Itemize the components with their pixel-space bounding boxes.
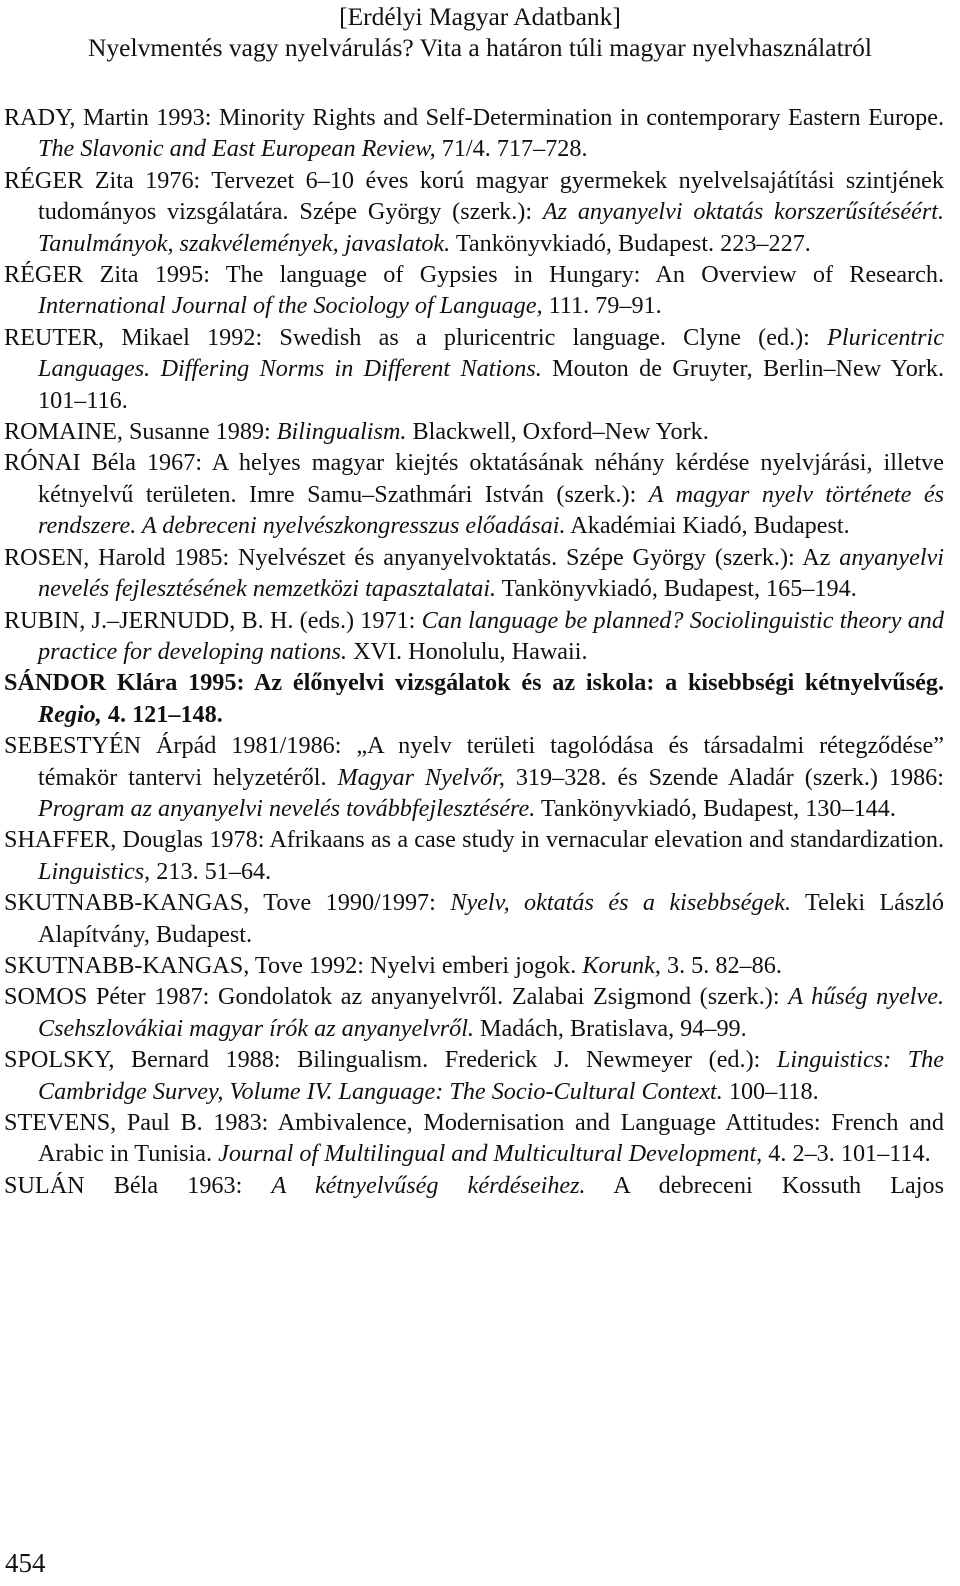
reference-entry: RÓNAI Béla 1967: A helyes magyar kiejtés oktatásának néhány kérdése nyelvjárási, illetve kétnyelvű területen. Imre Samu–Szathmári István (szerk.): A magyar nyelv története és rendszere. A debreceni nyelvészkongresszus előadásai. Akadémiai Kiadó, Budapest.	[4, 449, 944, 540]
reference-entry: ROMAINE, Susanne 1989: Bilingualism. Blackwell, Oxford–New York.	[4, 418, 709, 446]
reference-entry: SEBESTYÉN Árpád 1981/1986: „A nyelv területi tagolódása és társadalmi rétegződése” témakör tantervi helyzetéről. Magyar Nyelvőr, 319–328. és Szende Aladár (szerk.) 1986: Program az anyanyelvi nevelés továbbfejlesztésére. Tankönyvkiadó, Budapest, 130–144.	[4, 732, 944, 822]
document-title: Nyelvmentés vagy nyelvárulás? Vita a határon túli magyar nyelvhasználatról	[88, 33, 872, 62]
reference-entry: RÉGER Zita 1976: Tervezet 6–10 éves korú magyar gyermekek nyelvelsajátítási szintjének tudományos vizsgálatára. Szépe György (szerk.): Az anyanyelvi oktatás korszerűsítéséért. Tanulmányok, szakvélemények, javaslatok. Tankönyvkiadó, Budapest. 223–227.	[4, 166, 945, 257]
reference-entry: RADY, Martin 1993: Minority Rights and Self-Determination in contemporary Eastern Europe. The Slavonic and East European Review, 71/4. 717–728.	[4, 104, 944, 163]
page-number: 454	[5, 1548, 46, 1578]
reference-entry: ROSEN, Harold 1985: Nyelvészet és anyanyelvoktatás. Szépe György (szerk.): Az anyanyelvi nevelés fejlesztésének nemzetközi tapasztalatai. Tankönyvkiadó, Budapest, 165–194.	[4, 543, 944, 603]
reference-entry: RÉGER Zita 1995: The language of Gypsies in Hungary: An Overview of Research. International Journal of the Sociology of Language, 111. 79–91.	[4, 261, 944, 320]
reference-entry: STEVENS, Paul B. 1983: Ambivalence, Modernisation and Language Attitudes: French and Arabic in Tunisia. Journal of Multilingual and Multicultural Development, 4. 2–3. 101–114.	[4, 1109, 944, 1168]
reference-entry: SKUTNABB-KANGAS, Tove 1990/1997: Nyelv, oktatás és a kisebbségek. Teleki László Alapítvány, Budapest.	[4, 889, 944, 948]
reference-entry: SOMOS Péter 1987: Gondolatok az anyanyelvről. Zalabai Zsigmond (szerk.): A hűség nyelve. Csehszlovákiai magyar írók az anyanyelvről. Madách, Bratislava, 94–99.	[4, 983, 944, 1042]
reference-entry: SHAFFER, Douglas 1978: Afrikaans as a case study in vernacular elevation and standardization. Linguistics, 213. 51–64.	[4, 826, 944, 885]
reference-entry: RUBIN, J.–JERNUDD, B. H. (eds.) 1971: Can language be planned? Sociolinguistic theory and practice for developing nations. XVI. Honolulu, Hawaii.	[4, 606, 944, 665]
reference-entry: SPOLSKY, Bernard 1988: Bilingualism. Frederick J. Newmeyer (ed.): Linguistics: The Cambridge Survey, Volume IV. Language: The Socio-Cultural Context. 100–118.	[4, 1046, 944, 1105]
reference-entry: SULÁN Béla 1963: A kétnyelvűség kérdéseihez. A debreceni Kossuth Lajos	[4, 1171, 944, 1199]
reference-entry: SKUTNABB-KANGAS, Tove 1992: Nyelvi emberi jogok. Korunk, 3. 5. 82–86.	[4, 951, 782, 979]
reference-list	[4, 102, 944, 1201]
reference-entry: REUTER, Mikael 1992: Swedish as a pluricentric language. Clyne (ed.): Pluricentric Languages. Differing Norms in Different Nations. Mouton de Gruyter, Berlin–New York. 101–116.	[4, 323, 945, 414]
site-header: [Erdélyi Magyar Adatbank]	[339, 2, 621, 31]
reference-entry: SÁNDOR Klára 1995: Az élőnyelvi vizsgálatok és az iskola: a kisebbségi kétnyelvűség. Regio, 4. 121–148.	[4, 669, 944, 728]
